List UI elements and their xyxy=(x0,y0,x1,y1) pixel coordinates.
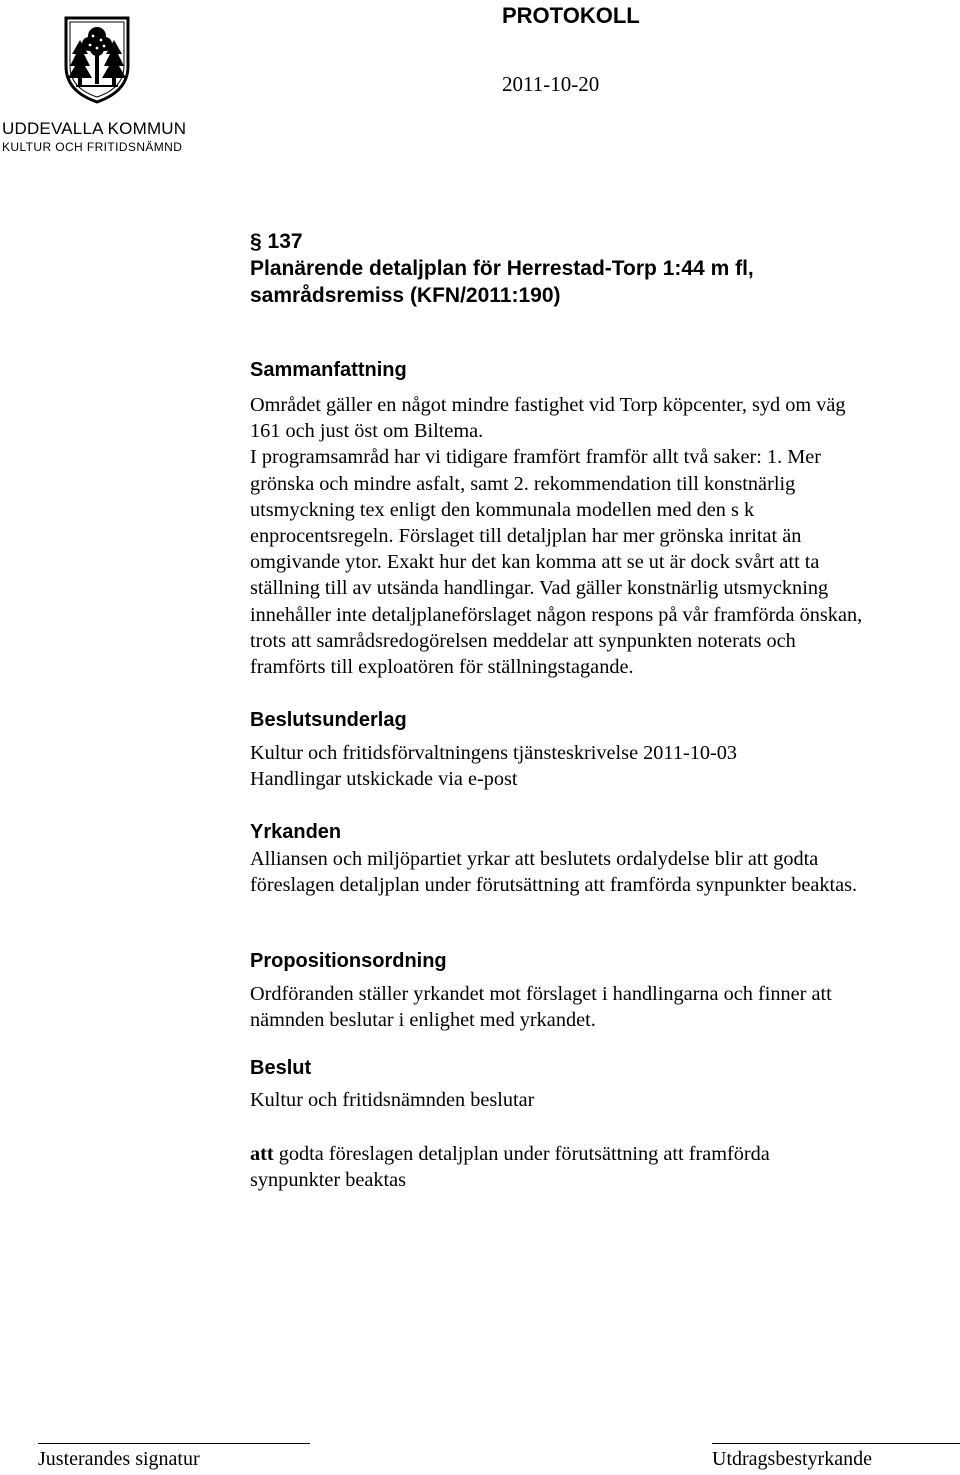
claims-heading: Yrkanden xyxy=(250,821,342,843)
decision-intro xyxy=(250,1087,955,1113)
document-type: PROTOKOLL xyxy=(502,3,640,28)
summary-text xyxy=(250,392,955,680)
summary-line: ställning till av utsända handlingar. Vad gäller konstnärlig utsmyckning xyxy=(250,577,829,600)
decision-basis-text xyxy=(250,740,955,792)
decision-intro-line: Kultur och fritidsnämnden beslutar xyxy=(250,1089,535,1111)
claims-text xyxy=(250,846,955,898)
summary-line: enprocentsregeln. Förslaget till detaljplan har mer grönska inritat än xyxy=(250,525,802,548)
signature-line xyxy=(38,1443,310,1444)
footer-certification-label: Utdragsbestyrkande xyxy=(712,1448,872,1470)
decision-line-rest: godta föreslagen detaljplan under förutsättning att framförda xyxy=(273,1143,770,1165)
summary-line: grönska och mindre asfalt, samt 2. rekommendation till konstnärlig xyxy=(250,472,796,495)
proposition-order-heading: Propositionsordning xyxy=(250,950,447,972)
summary-line: innehåller inte detaljplaneförslaget någon respons på vår framförda önskan, xyxy=(250,603,863,626)
decision-heading: Beslut xyxy=(250,1057,312,1079)
summary-line: trots att samrådsredogörelsen meddelar att synpunkten noterats och xyxy=(250,629,796,652)
decision-line: synpunkter beaktas xyxy=(250,1169,407,1192)
organization-unit: KULTUR OCH FRITIDSNÄMND xyxy=(2,140,183,154)
proposition-order-line: Ordföranden ställer yrkandet mot förslaget i handlingarna och finner att xyxy=(250,983,832,1005)
proposition-order-text xyxy=(250,981,955,1033)
claims-line: föreslagen detaljplan under förutsättning att framförda synpunkter beaktas. xyxy=(250,874,858,897)
decision-basis-heading: Beslutsunderlag xyxy=(250,709,407,731)
section-number-value: 137 xyxy=(267,230,303,253)
summary-line: framförts till exploatören för ställningstagande. xyxy=(250,656,634,679)
document-date: 2011-10-20 xyxy=(502,72,600,96)
footer-signature-label: Justerandes signatur xyxy=(38,1448,200,1470)
decision-text xyxy=(250,1141,955,1193)
summary-line: omgivande ytor. Exakt hur det kan komma att se ut är dock svårt att ta xyxy=(250,551,820,574)
summary-line: utsmyckning tex enligt den kommunala modellen med den s k xyxy=(250,498,755,521)
organization-name: UDDEVALLA KOMMUN xyxy=(2,119,187,138)
section-title-line: samrådsremiss (KFN/2011:190) xyxy=(250,284,561,307)
decision-lead-word: att xyxy=(250,1143,274,1165)
section-number xyxy=(250,228,950,255)
summary-line: 161 och just öst om Biltema. xyxy=(250,420,484,443)
certification-line xyxy=(712,1443,960,1444)
decision-line xyxy=(250,1141,955,1167)
coat-of-arms-logo xyxy=(62,14,132,104)
summary-line: I programsamråd har vi tidigare framfört framför allt två saker: 1. Mer xyxy=(250,446,822,469)
summary-heading: Sammanfattning xyxy=(250,359,407,381)
summary-line: Området gäller en något mindre fastighet vid Torp köpcenter, syd om väg xyxy=(250,394,846,416)
proposition-order-line: nämnden beslutar i enlighet med yrkandet. xyxy=(250,1009,596,1032)
claims-line: Alliansen och miljöpartiet yrkar att beslutets ordalydelse blir att godta xyxy=(250,848,819,870)
section-title-block xyxy=(250,228,950,309)
section-title-line: Planärende detaljplan för Herrestad-Torp 1:44 m fl, xyxy=(250,257,754,280)
paragraph-mark: § xyxy=(250,230,262,253)
decision-basis-line: Kultur och fritidsförvaltningens tjänsteskrivelse 2011-10-03 xyxy=(250,742,738,764)
decision-basis-line: Handlingar utskickade via e-post xyxy=(250,768,518,791)
